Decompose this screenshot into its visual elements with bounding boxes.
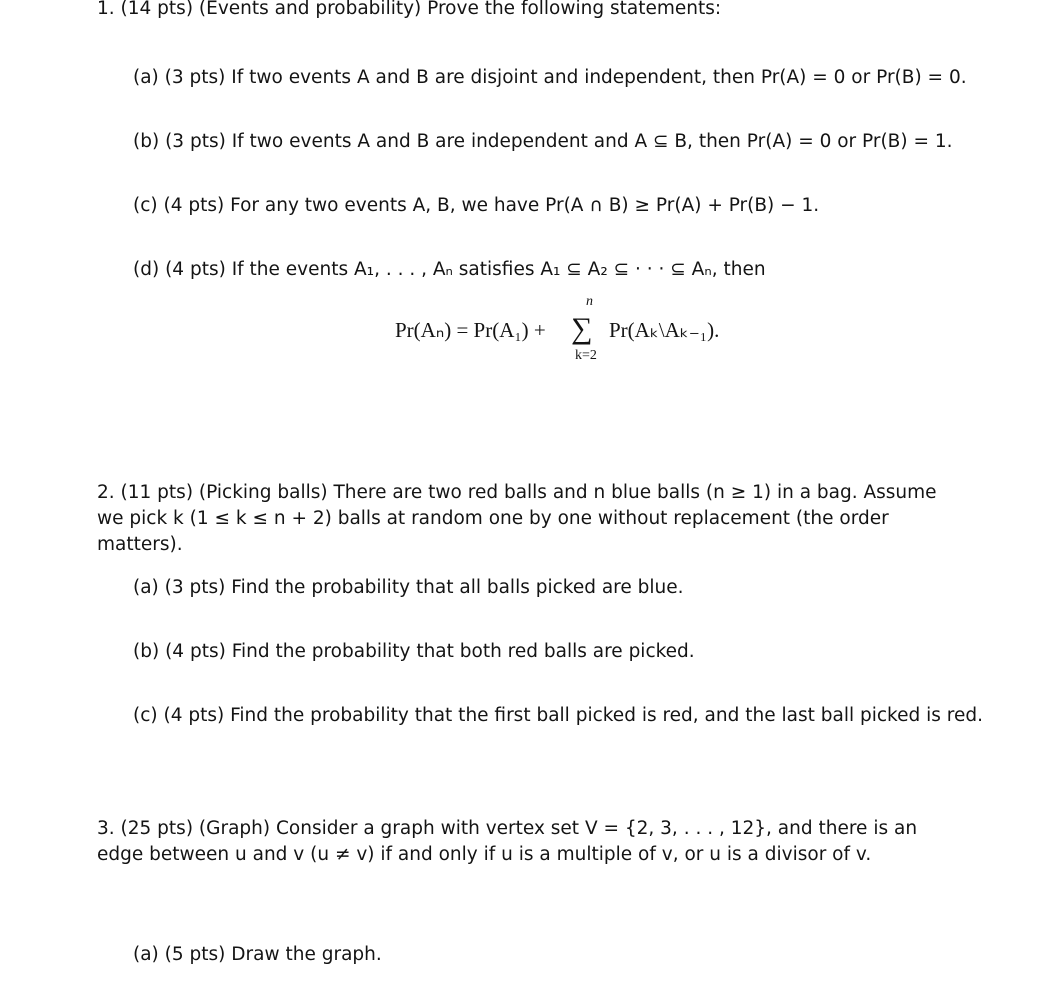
problem-2-part-b: (b) (4 pts) Find the probability that both red balls are picked. [133, 641, 695, 662]
problem-2-part-c: (c) (4 pts) Find the probability that the first ball picked is red, and the last ball picked is red. [133, 705, 983, 726]
problem-1-part-b: (b) (3 pts) If two events A and B are independent and A ⊆ B, then Pr(A) = 0 or Pr(B) = 1. [133, 131, 953, 152]
problem-1-part-a: (a) (3 pts) If two events A and B are disjoint and independent, then Pr(A) = 0 or Pr(B) = 0. [133, 67, 967, 88]
equation-lhs: Pr(Aₙ) = Pr(A₁) + [395, 318, 546, 342]
problem-1-part-d: (d) (4 pts) If the events A₁, . . . , Aₙ satisfies A₁ ⊆ A₂ ⊆ · · · ⊆ Aₙ, then [133, 259, 766, 280]
problem-3-heading: 3. (25 pts) (Graph) Consider a graph with vertex set V = {2, 3, . . . , 12}, and there is an edge between u and v (u ≠ v) if and only if u is a multiple of v, or u is a divisor of v. [97, 818, 918, 865]
problem-2-part-a: (a) (3 pts) Find the probability that all balls picked are blue. [133, 577, 684, 598]
problem-2-heading: 2. (11 pts) (Picking balls) There are two red balls and n blue balls (n ≥ 1) in a bag. Assume we pick k (1 ≤ k ≤ n + 2) balls at random one by one without replacement (the order matters). [97, 482, 937, 555]
display-equation [395, 296, 815, 366]
sum-upper-limit: n [586, 294, 593, 309]
problem-1-heading: 1. (14 pts) (Events and probability) Prove the following statements: [97, 0, 722, 19]
problem-1-part-c: (c) (4 pts) For any two events A, B, we have Pr(A ∩ B) ≥ Pr(A) + Pr(B) − 1. [133, 195, 820, 216]
sum-lower-limit: k=2 [575, 348, 597, 363]
equation-summand: Pr(Aₖ\Aₖ₋₁). [609, 318, 720, 342]
sigma-icon: ∑ [571, 312, 593, 345]
problem-3-part-a: (a) (5 pts) Draw the graph. [133, 944, 382, 965]
